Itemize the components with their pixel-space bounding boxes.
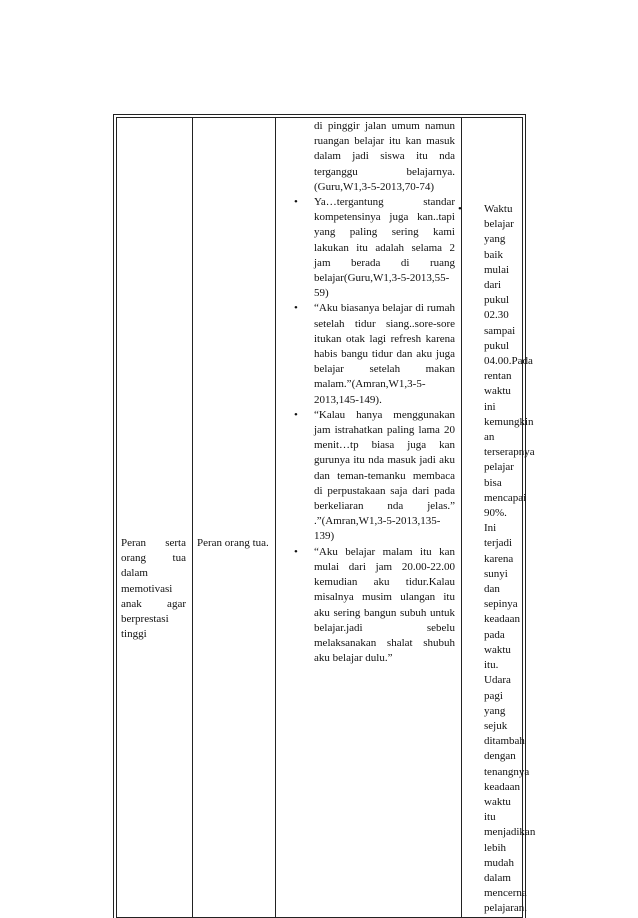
conclusion-cell <box>458 118 536 917</box>
quote-text: Ya…tergantung standar kompetensinya juga kan..tapi yang paling sering kami lakukan itu adalah selama 2 jam berada di ruang belajar(Guru,W1,3-5-2013,55-59) <box>314 196 455 300</box>
quote-text: “Kalau hanya menggunakan jam istrahatkan paling lama 20 menit…tp biasa juga kan gurunya itu nda masuk jadi aku dan teman-temanku membaca di perpustakaan saja dari pada berkeliaran nda jelas.” .”(Amran,W1,3-5-2013,135-139) <box>314 408 455 543</box>
quote-text: “Aku belajar malam itu kan mulai dari jam 20.00-22.00 kemudian aku tidur.Kalau misalnya musim ulangan itu aku sering bangun subuh untuk belajar.jadi sebelu melaksanakan shalat shubuh aku belajar dulu.” <box>314 545 455 665</box>
conclusion-text: Waktu belajar yang baik mulai dari pukul 02.30 sampai pukul 04.00.Pada rentan waktu ini kemungkin an terserapnya pelajar bisa mencapai 90%. Ini terjadi karena sunyi dan sepinya keadaan pada waktu itu. Udara pagi yang sejuk ditambah dengan tenangnya keadaan waktu itu menjadikan lebih mudah dalam mencerna pelajaran. <box>484 203 536 915</box>
interview-table <box>116 117 536 918</box>
quotes-cell <box>276 118 462 917</box>
aspect-text: Peran serta orang tua dalam memotivasi anak agar berprestasi tinggi <box>121 537 186 641</box>
list-item <box>292 301 455 407</box>
list-item <box>292 545 455 667</box>
bullet-icon: • <box>294 302 298 315</box>
quote-text: “Aku biasanya belajar di rumah setelah tidur siang..sore-sore itukan otak lagi refresh karena habis bangu tidur dan aku juga belajar setelah makan malam.”(Amran,W1,3-5-2013,145-149). <box>314 302 455 406</box>
list-item <box>292 408 455 545</box>
category-text: Peran orang tua. <box>197 537 269 549</box>
aspect-cell <box>117 118 193 917</box>
bullet-icon: • <box>294 196 298 209</box>
list-item <box>292 195 455 301</box>
quote-list <box>292 195 455 666</box>
category-cell <box>193 118 276 917</box>
quote-continuation: di pinggir jalan umum namun ruangan belajar itu kan masuk dalam jadi siswa itu nda terganggu belajarnya. (Guru,W1,3-5-2013,70-74) <box>314 120 455 193</box>
bullet-icon: • <box>458 203 462 215</box>
bullet-icon: • <box>294 408 298 421</box>
bullet-icon: • <box>294 545 298 558</box>
table-row <box>117 118 522 917</box>
